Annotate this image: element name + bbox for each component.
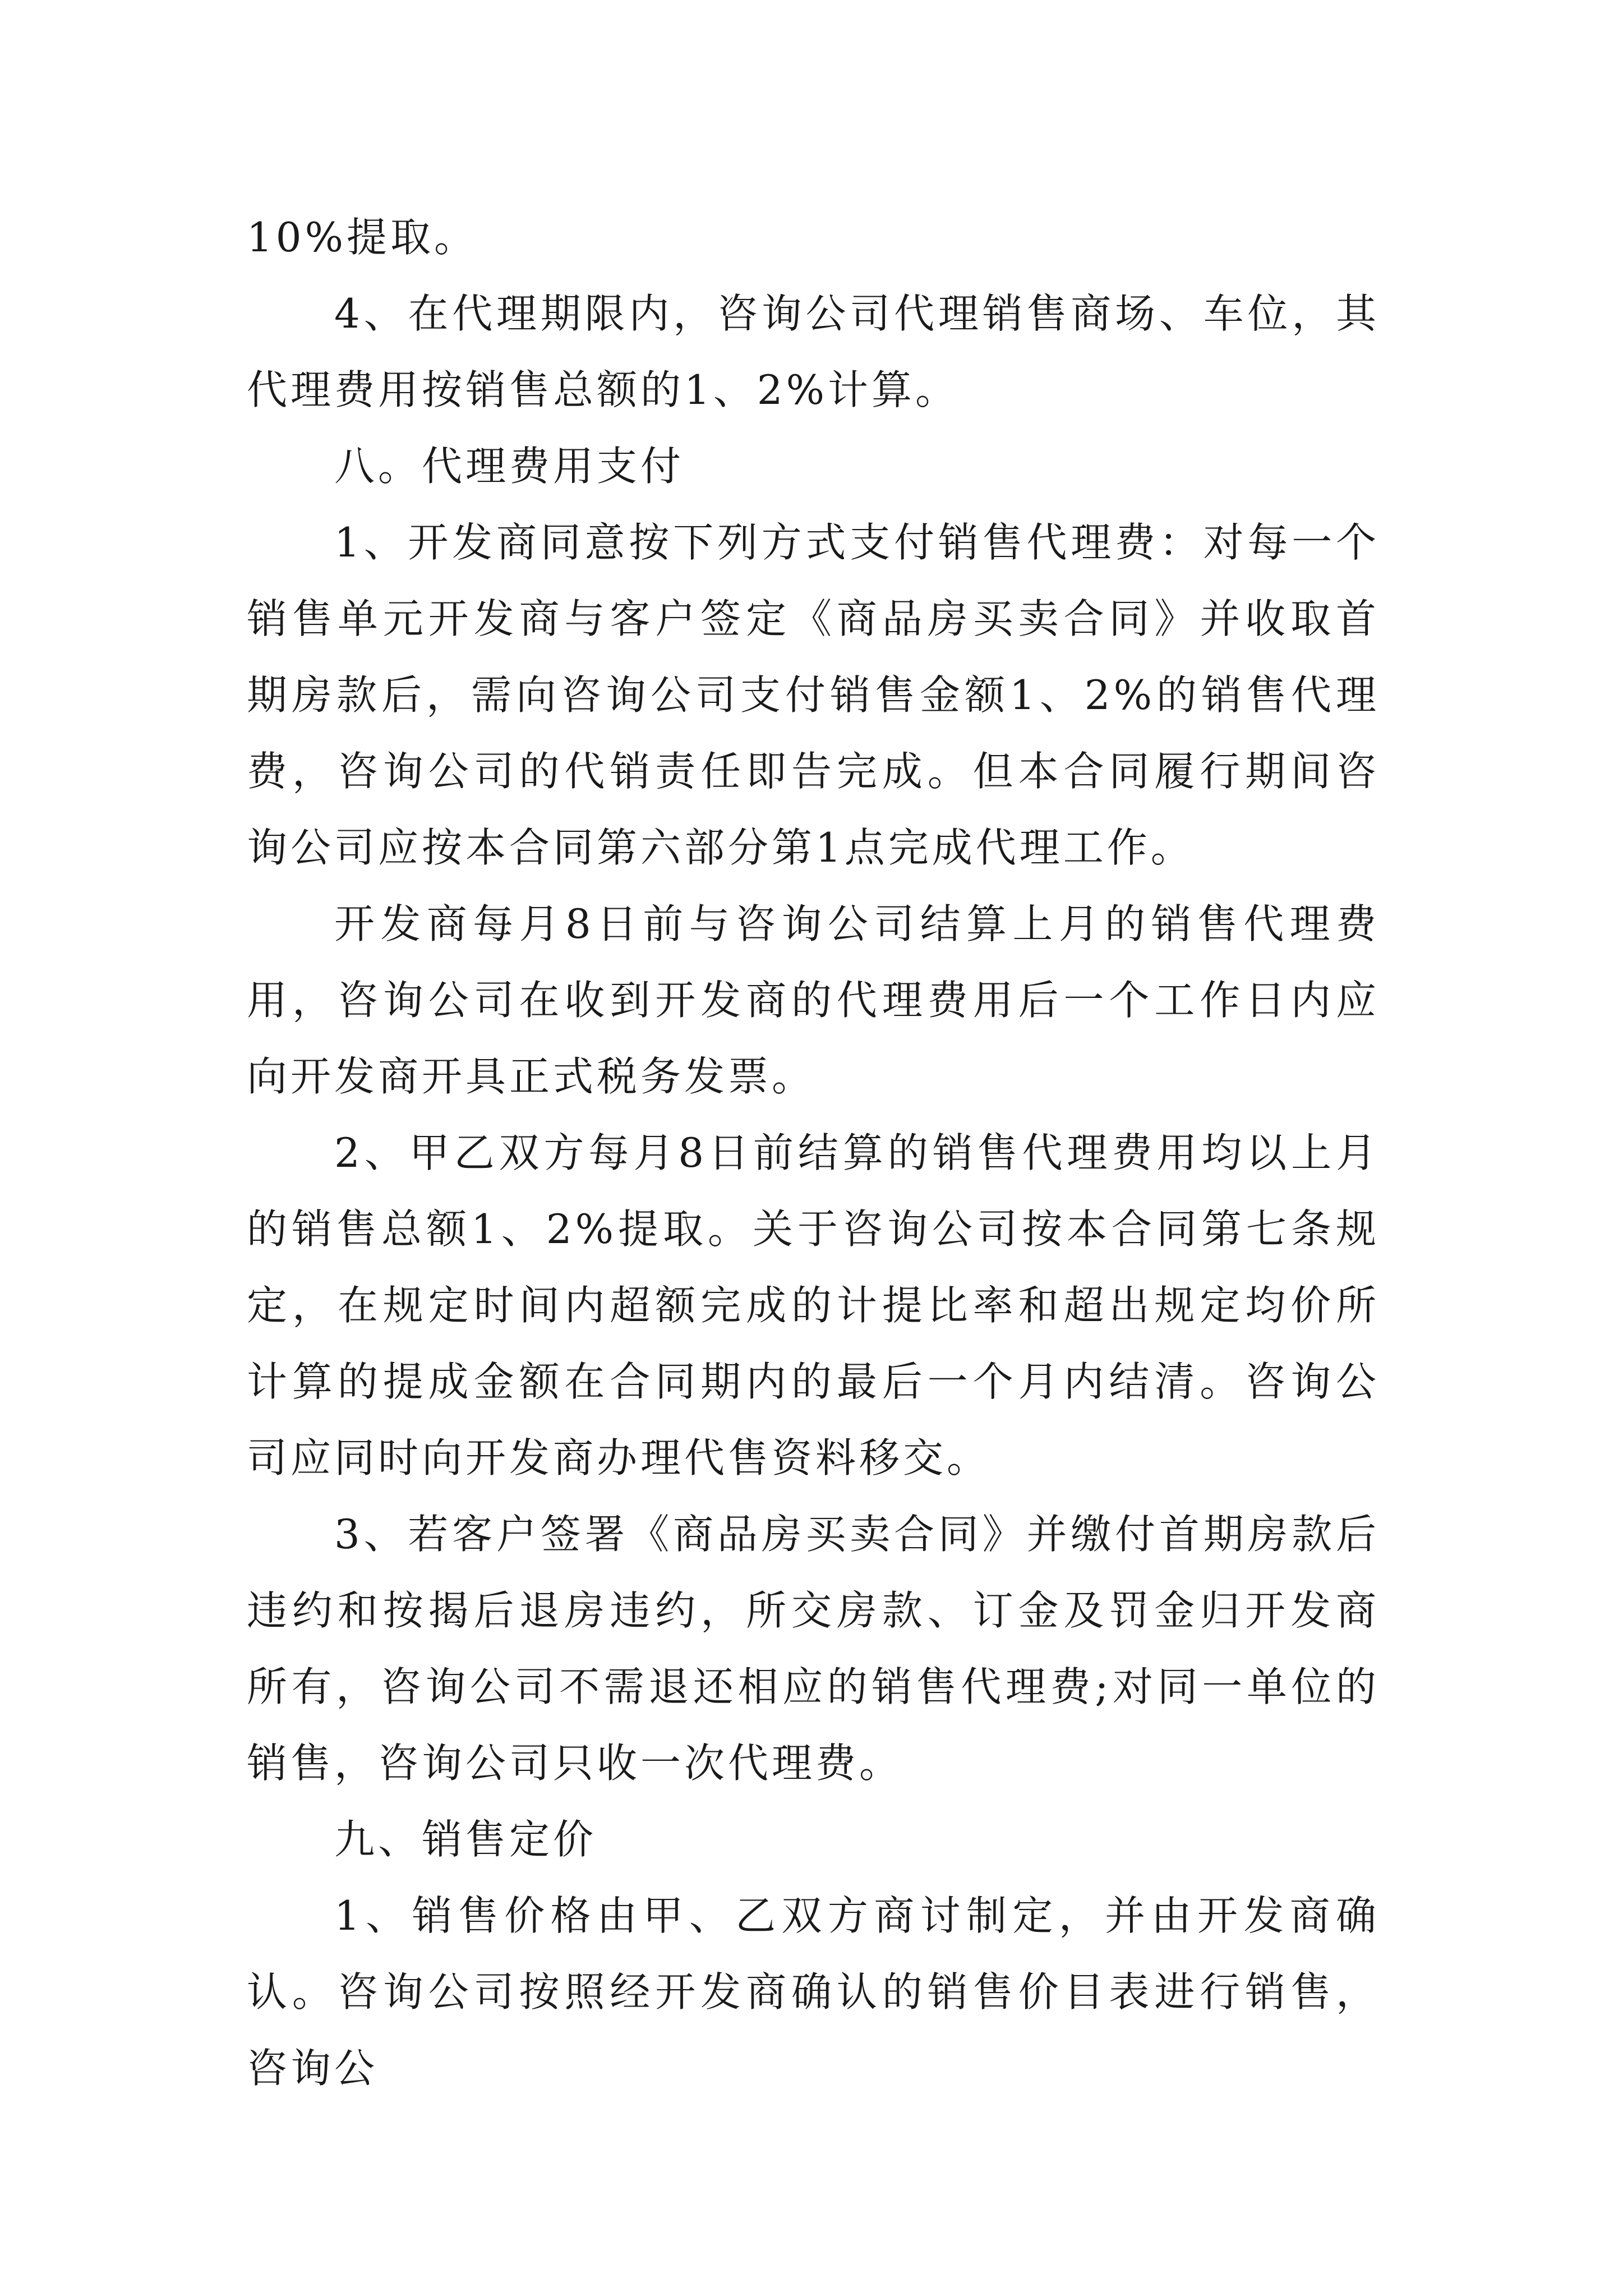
paragraph: 开发商每月8日前与咨询公司结算上月的销售代理费用，咨询公司在收到开发商的代理费用后一个工作日内应向开发商开具正式税务发票。 xyxy=(247,900,1380,1100)
paragraph: 3、若客户签署《商品房买卖合同》并缴付首期房款后违约和按揭后退房违约，所交房款、订金及罚金归开发商所有，咨询公司不需退还相应的销售代理费;对同一单位的销售，咨询公司只收一次代理费。 xyxy=(247,1511,1380,1787)
paragraph: 2、甲乙双方每月8日前结算的销售代理费用均以上月的销售总额1、2%提取。关于咨询公司按本合同第七条规定，在规定时间内超额完成的计提比率和超出规定均价所计算的提成金额在合同期内的最后一个月内结清。咨询公司应同时向开发商办理代售资料移交。 xyxy=(247,1129,1380,1481)
paragraph: 10%提取。 xyxy=(247,214,478,261)
paragraph: 1、开发商同意按下列方式支付销售代理费：对每一个销售单元开发商与客户签定《商品房买卖合同》并收取首期房款后，需向咨询公司支付销售金额1、2%的销售代理费，咨询公司的代销责任即告完成。但本合同履行期间咨询公司应按本合同第六部分第1点完成代理工作。 xyxy=(247,519,1380,871)
section-heading: 八。代理费用支付 xyxy=(334,443,685,490)
paragraph: 1、销售价格由甲、乙双方商讨制定，并由开发商确认。咨询公司按照经开发商确认的销售价目表进行销售，咨询公 xyxy=(247,1892,1380,2092)
paragraph: 4、在代理期限内，咨询公司代理销售商场、车位，其代理费用按销售总额的1、2%计算。 xyxy=(247,290,1380,413)
document-body xyxy=(247,199,1380,2106)
section-heading: 九、销售定价 xyxy=(334,1816,597,1863)
